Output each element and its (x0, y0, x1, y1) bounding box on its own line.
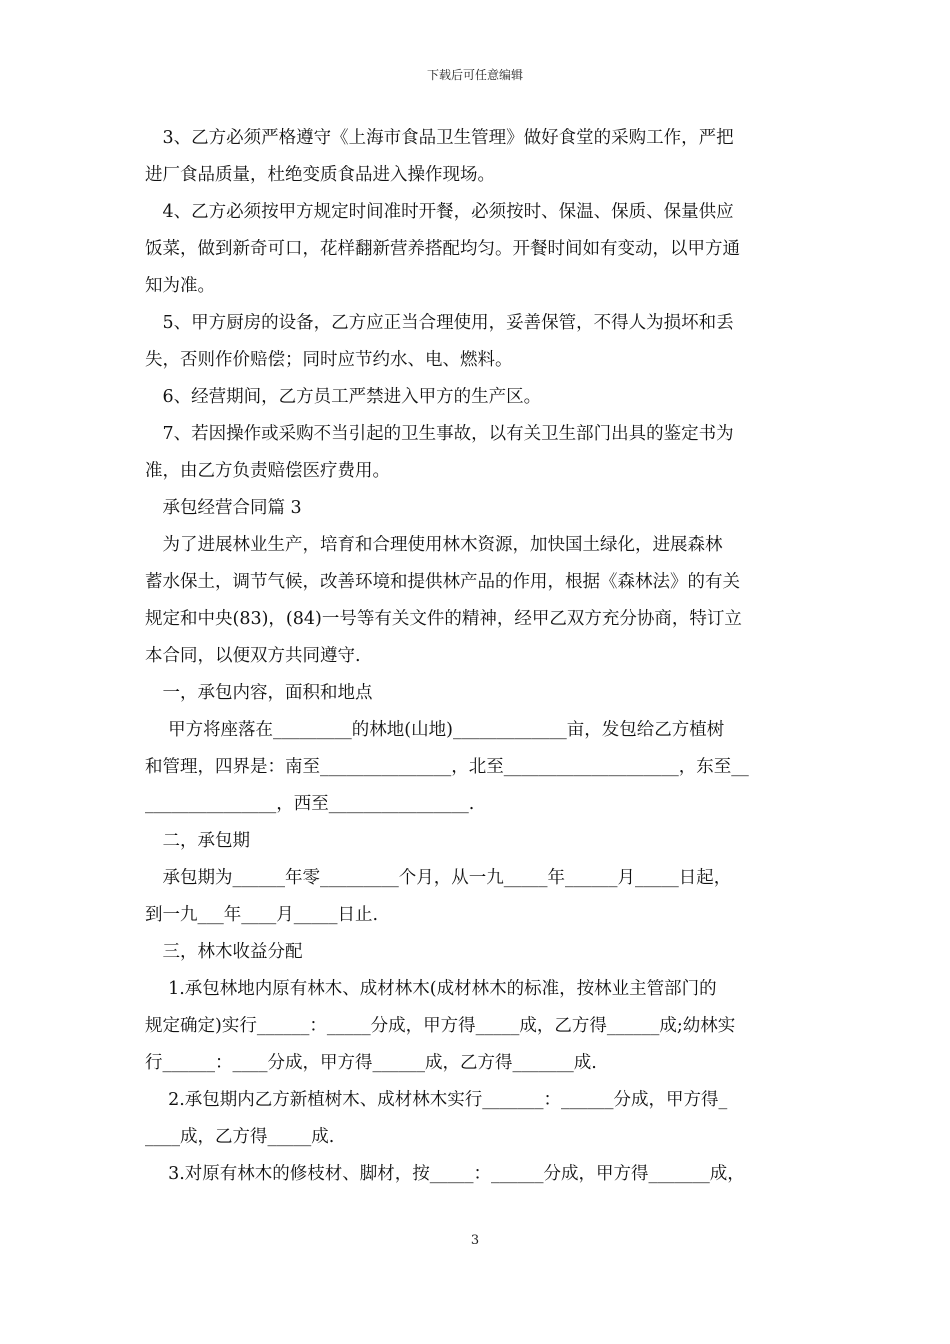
text-line: 规定和中央(83)，(84)一号等有关文件的精神，经甲乙双方充分协商，特订立 (145, 609, 742, 629)
section-heading: 一，承包内容，面积和地点 (145, 683, 373, 703)
text-line: 甲方将座落在_________的林地(山地)_____________亩，发包给乙方植树 (145, 720, 725, 740)
text-line: _______________，西至________________. (145, 794, 475, 814)
text-line: ____成，乙方得_____成. (145, 1127, 335, 1147)
text-line: 到一九___年____月_____日止. (145, 905, 379, 925)
text-line: 6、经营期间，乙方员工严禁进入甲方的生产区。 (145, 387, 542, 407)
document-body (145, 120, 810, 1193)
section-heading: 二，承包期 (145, 831, 250, 851)
text-line: 准，由乙方负责赔偿医疗费用。 (145, 461, 390, 481)
text-line: 失，否则作价赔偿；同时应节约水、电、燃料。 (145, 350, 513, 370)
text-line: 5、甲方厨房的设备，乙方应正当合理使用，妥善保管，不得人为损坏和丢 (145, 313, 734, 333)
text-line: 3、乙方必须严格遵守《上海市食品卫生管理》做好食堂的采购工作，严把 (145, 128, 734, 148)
text-line: 4、乙方必须按甲方规定时间准时开餐，必须按时、保温、保质、保量供应 (145, 202, 734, 222)
text-line: 3.对原有林木的修枝材、脚材，按_____：______分成，甲方得_______成， (145, 1164, 745, 1184)
section-heading: 三，林木收益分配 (145, 942, 303, 962)
text-line: 2.承包期内乙方新植树木、成材林木实行_______：______分成，甲方得_ (145, 1090, 728, 1110)
text-line: 进厂食品质量，杜绝变质食品进入操作现场。 (145, 165, 495, 185)
text-line: 蓄水保土，调节气候，改善环境和提供林产品的作用，根据《森林法》的有关 (145, 572, 740, 592)
page-header: 下载后可任意编辑 (426, 68, 523, 82)
text-line: 为了进展林业生产，培育和合理使用林木资源，加快国土绿化，进展森林 (145, 535, 723, 555)
text-line: 承包期为______年零_________个月，从一九_____年______月_____日起， (145, 868, 732, 888)
text-line: 规定确定)实行______：_____分成，甲方得_____成，乙方得______成;幼林实 (145, 1016, 736, 1036)
text-line: 行______：____分成，甲方得______成，乙方得_______成. (145, 1053, 597, 1073)
text-line: 本合同，以便双方共同遵守. (145, 646, 361, 666)
section-heading: 承包经营合同篇 3 (145, 498, 302, 518)
text-line: 知为准。 (145, 276, 215, 296)
text-line: 7、若因操作或采购不当引起的卫生事故，以有关卫生部门出具的鉴定书为 (145, 424, 734, 444)
text-line: 1.承包林地内原有林木、成材林木(成材林木的标准，按林业主管部门的 (145, 979, 717, 999)
text-line: 饭菜，做到新奇可口，花样翻新营养搭配均匀。开餐时间如有变动，以甲方通 (145, 239, 740, 259)
page-number: 3 (470, 1233, 480, 1248)
text-line: 和管理，四界是：南至_______________，北至____________________，东至__ (145, 757, 749, 777)
